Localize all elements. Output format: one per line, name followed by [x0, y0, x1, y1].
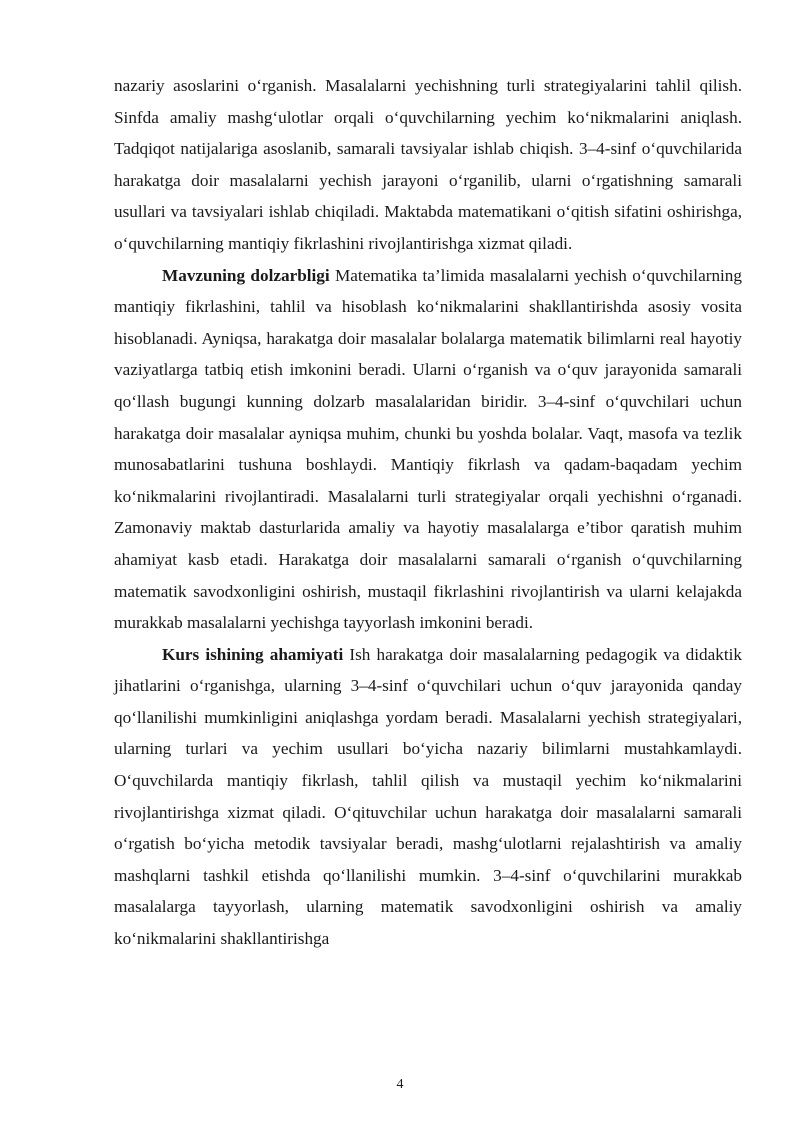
paragraph-significance: [114, 639, 742, 955]
paragraph-text: Matematika ta’limida masalalarni yechish o‘quvchilarning mantiqiy fikrlashini, tahlil va hisoblash ko‘nikmalarini shakllantirishda asosiy vosita hisoblanadi. Ayniqsa, harakatga doir masalalar bolalarga matematik bilimlarni real hayotiy vaziyatlarga tatbiq etish imkonini beradi. Ularni o‘rganish va o‘quv jarayonida samarali qo‘llash bugungi kunning dolzarb masalalaridan biridir. 3–4-sinf o‘quvchilari uchun harakatga doir masalalar ayniqsa muhim, chunki bu yoshda bolalar. Vaqt, masofa va tezlik munosabatlarini tushuna boshlaydi. Mantiqiy fikrlash va qadam-baqadam yechim ko‘nikmalarini rivojlantiradi. Masalalarni turli strategiyalar orqali yechishni o‘rganadi. Zamonaviy maktab dasturlarida amaliy va hayotiy masalalarga e’tibor qaratish muhim ahamiyat kasb etadi. Harakatga doir masalalarni samarali o‘rganish o‘quvchilarning matematik savodxonligini oshirish, mustaqil fikrlashini rivojlantirish va ularni kelajakda murakkab masalalarni yechishga tayyorlash imkonini beradi.: [114, 265, 742, 633]
relevance-heading: Mavzuning dolzarbligi: [162, 265, 330, 285]
page-body: [114, 70, 742, 955]
paragraph-relevance: [114, 260, 742, 639]
page-number: 4: [396, 1077, 404, 1092]
significance-heading: Kurs ishining ahamiyati: [162, 644, 344, 664]
paragraph-intro-continuation: [114, 70, 742, 260]
paragraph-text: nazariy asoslarini o‘rganish. Masalalarni yechishning turli strategiyalarini tahlil qilish. Sinfda amaliy mashg‘ulotlar orqali o‘quvchilarning yechim ko‘nikmalarini aniqlash. Tadqiqot natijalariga asoslanib, samarali tavsiyalar ishlab chiqish. 3–4-sinf o‘quvchilarida harakatga doir masalalarni yechish jarayoni o‘rganilib, ularni o‘rgatishning samarali usullari va tavsiyalari ishlab chiqiladi. Maktabda matematikani o‘qitish sifatini oshirishga, o‘quvchilarning mantiqiy fikrlashini rivojlantirishga xizmat qiladi.: [114, 76, 742, 253]
paragraph-text: Ish harakatga doir masalalarning pedagogik va didaktik jihatlarini o‘rganishga, ularning 3–4-sinf o‘quvchilari uchun o‘quv jarayonida qanday qo‘llanilishi mumkinligini aniqlashga yordam beradi. Masalalarni yechish strategiyalari, ularning turlari va yechim usullari bo‘yicha nazariy bilimlarni mustahkamlaydi. O‘quvchilarda mantiqiy fikrlash, tahlil qilish va mustaqil yechim ko‘nikmalarini rivojlantirishga xizmat qiladi. O‘qituvchilar uchun harakatga doir masalalarni samarali o‘rgatish bo‘yicha metodik tavsiyalar beradi, mashg‘ulotlarni rejalashtirish va amaliy mashqlarni tashkil etishda qo‘llanilishi mumkin. 3–4-sinf o‘quvchilarini murakkab masalalarga tayyorlash, ularning matematik savodxonligini oshirish va amaliy ko‘nikmalarini shakllantirishga: [114, 644, 742, 949]
